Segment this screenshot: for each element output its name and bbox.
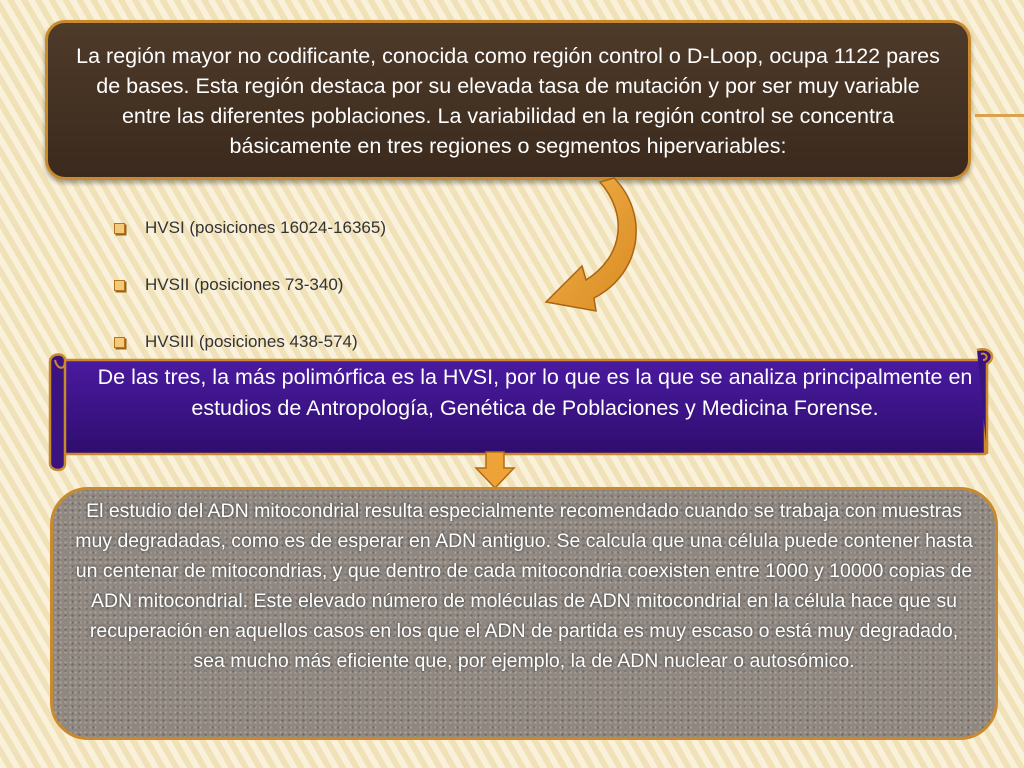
- hvsi-text: De las tres, la más polimórfica es la HVSI, por lo que es la que se analiza principalmente en estudios de Antropología, Genética de Poblaciones y Medicina Forense.: [97, 365, 973, 420]
- hvsi-scroll-banner: [45, 346, 995, 476]
- curved-arrow-icon: [540, 170, 650, 330]
- list-item: [112, 257, 532, 314]
- square-bullet-icon: [114, 223, 125, 234]
- list-item-text: HVSIII (posiciones 438-574): [145, 332, 358, 351]
- list-item-text: HVSI (posiciones 16024-16365): [145, 218, 386, 237]
- control-region-text: La región mayor no codificante, conocida como región control o D-Loop, ocupa 1122 pares de bases. Esta región destaca por su elevada tasa de mutación y por ser muy variable entre las diferentes poblaciones. La variabilidad en la región control se concentra básicamente en tres regiones o segmentos hipervariables:: [76, 44, 940, 158]
- decorative-line: [975, 114, 1024, 117]
- mitochondrial-dna-text-box: [50, 487, 998, 740]
- list-item-text: HVSII (posiciones 73-340): [145, 275, 344, 294]
- mitochondrial-dna-text: El estudio del ADN mitocondrial resulta especialmente recomendado cuando se trabaja con muestras muy degradadas, como es de esperar en ADN antiguo. Se calcula que una célula puede contener hasta un centenar de mitocondrias, y que dentro de cada mitocondria coexisten entre 1000 y 10000 copias de ADN mitocondrial. Este elevado número de moléculas de ADN mitocondrial en la célula hace que su recuperación en aquellos casos en los que el ADN de partida es muy escaso o está muy degradado, sea mucho más eficiente que, por ejemplo, la de ADN nuclear o autosómico.: [75, 500, 973, 672]
- down-arrow-icon: [470, 450, 520, 490]
- list-item: [112, 200, 532, 257]
- square-bullet-icon: [114, 280, 125, 291]
- control-region-text-box: [45, 20, 971, 180]
